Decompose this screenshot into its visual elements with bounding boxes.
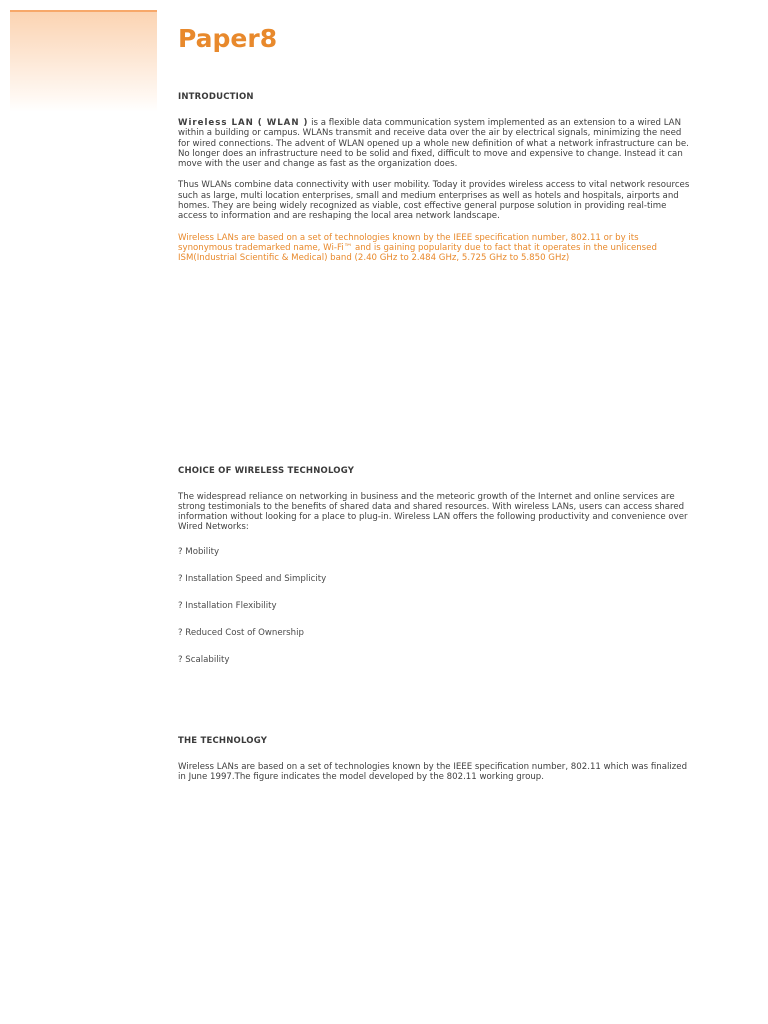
introduction-paragraph-2: Thus WLANs combine data connectivity with user mobility. Today it provides wireless access to vital network resources such as large, multi location enterprises, small and medium enterprises as well as hotels and hospitals, airports and homes. They are being widely recognized as viable, cost effective general purpose solution in providing real-time access to information and are reshaping the local area network landscape. [178,180,690,222]
choice-paragraph-1: The widespread reliance on networking in business and the meteoric growth of the Internet and online services are strong testimonials to the benefits of shared data and shared resources. With wireless LANs, users can access shared information without looking for a place to plug-in. Wireless LAN offers the following productivity and convenience over Wired Networks: [178,491,688,533]
section-heading-choice: CHOICE OF WIRELESS TECHNOLOGY [178,465,355,476]
introduction-paragraph-3: Wireless LANs are based on a set of technologies known by the IEEE specification number, 802.11 or by its synonymous trademarked name, Wi-Fi™ and is gaining popularity due to fact that it operates in the unlicensed ISM(Industrial Scientific & Medical) band (2.40 GHz to 2.484 GHz, 5.725 GHz to 5.850 GHz) [178,232,657,264]
page-title: Paper8 [178,24,278,53]
list-item: ? Installation Speed and Simplicity [178,573,327,584]
lead-term: Wireless LAN ( WLAN ) [178,118,309,128]
technology-paragraph-1: Wireless LANs are based on a set of technologies known by the IEEE specification number, 802.11 which was finalized in June 1997.The figure indicates the model developed by the 802.11 working group. [178,761,688,783]
section-heading-technology: THE TECHNOLOGY [178,735,268,746]
section-heading-introduction: INTRODUCTION [178,92,254,102]
corner-decoration [10,10,157,112]
list-item: ? Installation Flexibility [178,600,277,611]
list-item: ? Reduced Cost of Ownership [178,627,304,638]
list-item: ? Mobility [178,546,220,557]
list-item: ? Scalability [178,654,230,665]
document-body [178,22,690,782]
introduction-paragraph-1-text: is a flexible data communication system implemented as an extension to a wired LAN within a building or campus. WLANs transmit and receive data over the air by electrical signals, minimizing the need for wired connections. The advent of WLAN opened up a whole new definition of what a network infrastructure can be. No longer does an infrastructure need to be solid and fixed, difficult to move and expensive to change. Instead it can move with the user and change as fast as the organization does. [178,118,689,170]
introduction-paragraph-1 [178,118,690,169]
